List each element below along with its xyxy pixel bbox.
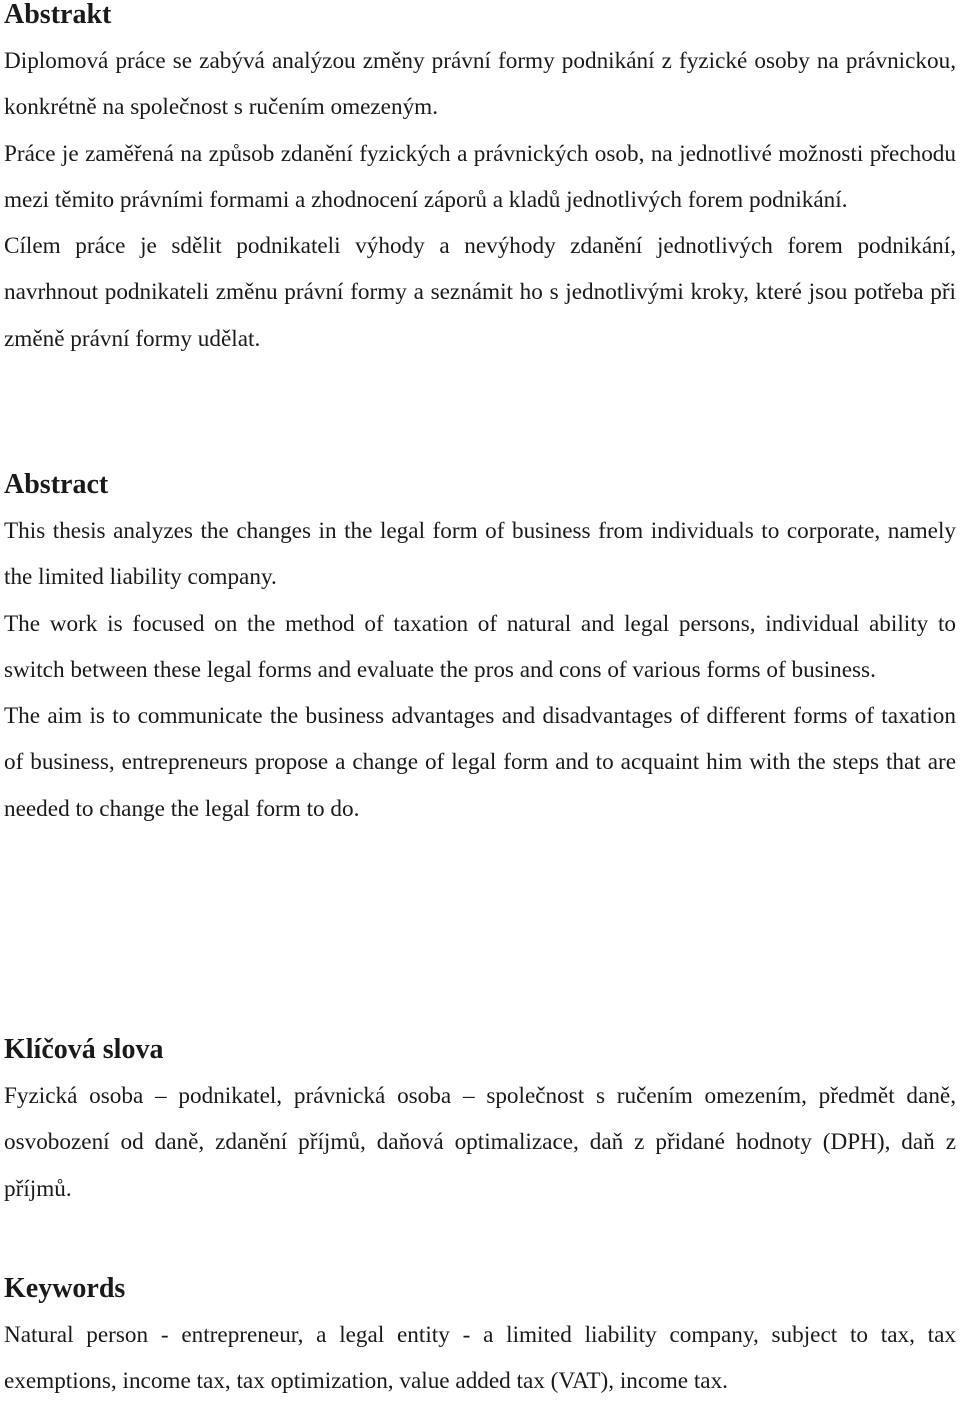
keywords-section bbox=[4, 1274, 956, 1405]
abstrakt-heading: Abstrakt bbox=[4, 0, 112, 30]
abstrakt-paragraph-2: Práce je zaměřená na způsob zdanění fyzických a právnických osob, na jednotlivé možnosti přechodu mezi těmito právními formami a zhodnocení záporů a kladů jednotlivých forem podnikání. bbox=[4, 140, 956, 213]
abstrakt-paragraph-3: Cílem práce je sdělit podnikateli výhody a nevýhody zdanění jednotlivých forem podnikání, navrhnout podnikateli změnu právní formy a seznámit ho s jednotlivými kroky, které jsou potřeba při změně právní formy udělat. bbox=[4, 233, 956, 352]
abstract-paragraph-1: This thesis analyzes the changes in the legal form of business from individuals to corporate, namely the limited liability company. bbox=[4, 518, 956, 591]
klicova-slova-text: Fyzická osoba – podnikatel, právnická osoba – společnost s ručením omezením, předmět daně, osvobození od daně, zdanění příjmů, daňová optimalizace, daň z přidané hodnoty (DPH), daň z příjmů. bbox=[4, 1083, 956, 1202]
abstract-paragraph-2: The work is focused on the method of taxation of natural and legal persons, individual ability to switch between these legal forms and evaluate the pros and cons of various forms of business. bbox=[4, 610, 956, 683]
keywords-heading: Keywords bbox=[4, 1273, 126, 1304]
abstract-heading: Abstract bbox=[4, 469, 109, 500]
klicova-slova-section bbox=[4, 1035, 956, 1212]
abstrakt-paragraph-1: Diplomová práce se zabývá analýzou změny právní formy podnikání z fyzické osoby na právnickou, konkrétně na společnost s ručením omezeným. bbox=[4, 48, 956, 121]
abstrakt-section bbox=[4, 0, 956, 362]
klicova-slova-heading: Klíčová slova bbox=[4, 1034, 164, 1065]
keywords-text: Natural person - entrepreneur, a legal entity - a limited liability company, subject to tax, tax exemptions, income tax, tax optimization, value added tax (VAT), income tax. bbox=[4, 1322, 956, 1395]
abstract-paragraph-3: The aim is to communicate the business advantages and disadvantages of different forms of taxation of business, entrepreneurs propose a change of legal form and to acquaint him with the steps that are needed to change the legal form to do. bbox=[4, 703, 956, 822]
abstract-section bbox=[4, 470, 956, 832]
